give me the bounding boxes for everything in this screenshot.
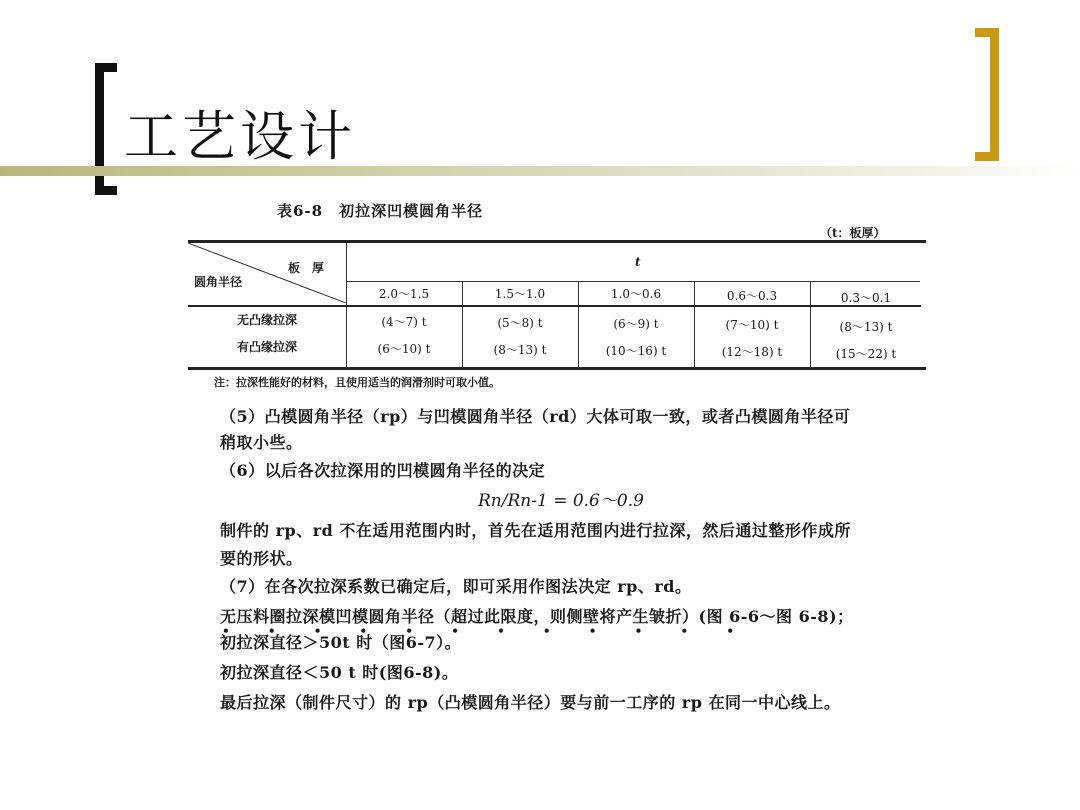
table-cell: (15～22) t xyxy=(835,347,897,361)
row-label: 无凸缘拉深 xyxy=(236,313,297,327)
paragraph-7-line-2: 无压料圈拉深模凹模圆角半径（超过此限度，则侧壁将产生皱折）(图 6-6～图 6-8)； xyxy=(220,607,854,626)
paragraph-5-line-2: 稍取小些。 xyxy=(220,433,303,452)
paragraph-7-line-5: 最后拉深（制件尺寸）的 rp（凸模圆角半径）要与前一工序的 rp 在同一中心线上。 xyxy=(220,693,841,712)
group-header-t: t xyxy=(635,255,641,269)
table-cell: (8～13) t xyxy=(839,320,893,334)
table-cell: (5～8) t xyxy=(497,316,543,330)
paragraph-7-heading: （7）在各次拉深系数已确定后，即可采用作图法决定 rp、rd。 xyxy=(220,577,692,596)
radius-table xyxy=(188,240,926,370)
table-cell: (4～7) t xyxy=(381,315,427,329)
paragraph-6-heading: （6）以后各次拉深用的凹模圆角半径的决定 xyxy=(220,461,546,480)
corner-header-top: 板 厚 xyxy=(288,261,325,275)
paragraph-5-line-1: （5）凸模圆角半径（rp）与凹模圆角半径（rd）大体可取一致，或者凸模圆角半径可 xyxy=(220,407,851,426)
slide-title: 工艺设计 xyxy=(124,105,356,168)
table-cell: (7～10) t xyxy=(725,318,779,332)
table-footnote: 注：拉深性能好的材料，且使用适当的润滑剂时可取小值。 xyxy=(214,376,500,389)
table-cell: (12～18) t xyxy=(721,345,783,359)
table-cell: (10～16) t xyxy=(605,344,667,358)
row-label: 有凸缘拉深 xyxy=(236,340,297,354)
column-header: 0.3～0.1 xyxy=(840,291,892,305)
corner-header-bottom: 圆角半径 xyxy=(194,275,243,289)
column-header: 0.6～0.3 xyxy=(726,289,778,303)
paragraph-6-line-2: 制件的 rp、rd 不在适用范围内时，首先在适用范围内进行拉深，然后通过整形作成所 xyxy=(220,521,851,540)
column-header: 1.0～0.6 xyxy=(610,287,662,301)
table-cell: (6～10) t xyxy=(377,342,431,356)
table-caption: 表6-8 初拉深凹模圆角半径 xyxy=(277,202,484,220)
paragraph-7-line-3: 初拉深直径＞50t 时（图6-7）。 xyxy=(220,633,462,652)
column-header: 2.0～1.5 xyxy=(378,287,430,301)
column-header: 1.5～1.0 xyxy=(494,287,546,301)
radius-ratio-formula: Rn/Rn-1 = 0.6～0.9 xyxy=(478,491,644,511)
paragraph-6-line-3: 要的形状。 xyxy=(220,549,303,568)
table-cell: (6～9) t xyxy=(613,317,659,331)
table-cell: (8～13) t xyxy=(493,343,547,357)
right-bracket-decoration xyxy=(975,28,999,161)
emphasis-dots: • • • • • • • • • • • • xyxy=(222,624,751,638)
paragraph-7-line-4: 初拉深直径＜50 t 时(图6-8)。 xyxy=(220,663,459,682)
table-unit-note: （t：板厚） xyxy=(820,226,886,240)
